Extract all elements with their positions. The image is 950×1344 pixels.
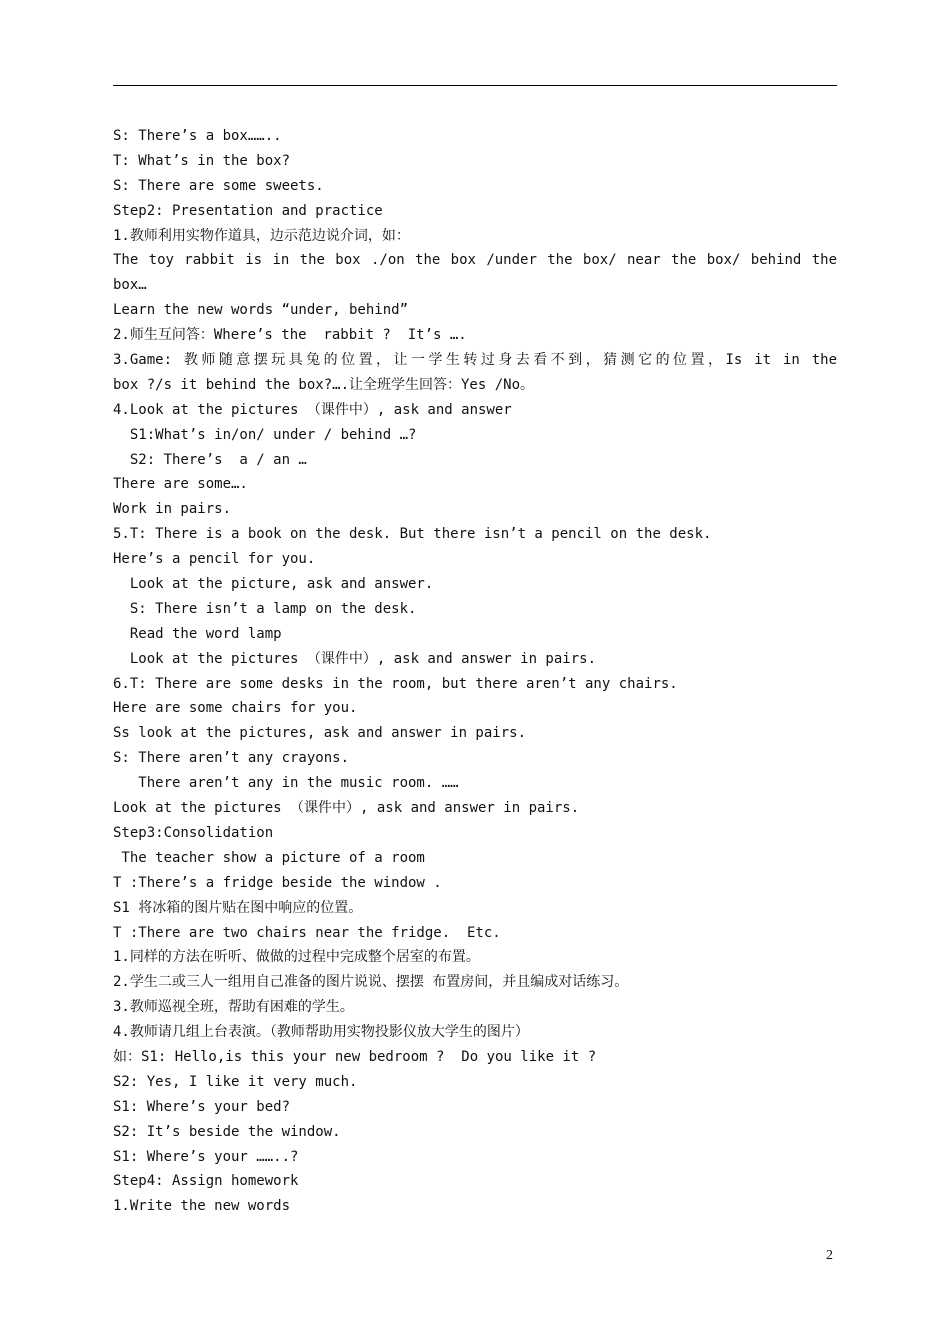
text-line: T :There’s a fridge beside the window . xyxy=(113,874,442,891)
text-line: S: There isn’t a lamp on the desk. xyxy=(113,600,417,617)
text-line: S2: It’s beside the window. xyxy=(113,1123,341,1140)
text-line: Look at the pictures （课件中）, ask and answer in pairs. xyxy=(113,800,580,817)
text-line: The teacher show a picture of a room xyxy=(113,849,425,866)
text-line: Here are some chairs for you. xyxy=(113,700,358,717)
text-line: There aren’t any in the music room. …… xyxy=(113,775,459,792)
text-line: 5.T: There is a book on the desk. But there isn’t a pencil on the desk. xyxy=(113,526,712,543)
page-number: 2 xyxy=(826,1248,833,1263)
step-heading: Step4: Assign homework xyxy=(113,1173,299,1190)
text-line: S2: Yes, I like it very much. xyxy=(113,1073,358,1090)
text-line: Look at the pictures （课件中）, ask and answer in pairs. xyxy=(113,650,597,667)
text-line: box… xyxy=(113,277,147,294)
text-line: box ?/s it behind the box?….让全班学生回答：Yes /No。 xyxy=(113,376,535,393)
text-line: Work in pairs. xyxy=(113,501,232,518)
text-line: T: What’s in the box? xyxy=(113,152,291,169)
text-line: There are some…. xyxy=(113,476,248,493)
text-line: T :There are two chairs near the fridge. Etc. xyxy=(113,924,501,941)
text-line: S1 将冰箱的图片贴在图中响应的位置。 xyxy=(113,899,363,916)
step-heading: Step2: Presentation and practice xyxy=(113,202,383,219)
text-line: Ss look at the pictures, ask and answer in pairs. xyxy=(113,725,527,742)
text-line: S: There’s a box…….. xyxy=(113,128,282,144)
document-body xyxy=(113,124,837,1219)
text-line: S: There aren’t any crayons. xyxy=(113,750,350,767)
text-line: 4.Look at the pictures （课件中）, ask and answer xyxy=(113,401,512,418)
step-heading: Step3:Consolidation xyxy=(113,824,274,841)
text-line: 如：S1: Hello,is this your new bedroom ? Do you like it ? xyxy=(113,1048,597,1065)
text-line: Learn the new words “under, behind” xyxy=(113,302,409,319)
text-line: Read the word lamp xyxy=(113,625,282,642)
text-line: 4.教师请几组上台表演。（教师帮助用实物投影仪放大学生的图片） xyxy=(113,1024,529,1041)
text-line: S1: Where’s your bed? xyxy=(113,1098,291,1115)
text-line: S1:What’s in/on/ under / behind …? xyxy=(113,426,417,443)
text-line: 3.教师巡视全班，帮助有困难的学生。 xyxy=(113,999,354,1016)
text-line: 2.学生二或三人一组用自己准备的图片说说、摆摆 布置房间，并且编成对话练习。 xyxy=(113,974,629,991)
header-rule xyxy=(113,85,837,86)
text-line: Here’s a pencil for you. xyxy=(113,551,316,568)
text-line: 2.师生互问答：Where’s the rabbit ? It’s …. xyxy=(113,327,467,344)
text-line: S: There are some sweets. xyxy=(113,177,324,194)
text-line: 1.Write the new words xyxy=(113,1198,291,1215)
text-line: 1.教师利用实物作道具，边示范边说介词，如： xyxy=(113,227,410,244)
text-line: 3.Game: 教师随意摆玩具兔的位置，让一学生转过身去看不到，猜测它的位置，Is it in the xyxy=(113,352,837,369)
text-line: The toy rabbit is in the box ./on the box /under the box/ near the box/ behind the xyxy=(113,252,837,269)
text-line: Look at the picture, ask and answer. xyxy=(113,576,434,593)
text-line: 6.T: There are some desks in the room, but there aren’t any chairs. xyxy=(113,675,678,692)
text-line: S2: There’s a / an … xyxy=(113,451,307,468)
text-line: 1.同样的方法在听听、做做的过程中完成整个居室的布置。 xyxy=(113,949,480,966)
text-line: S1: Where’s your ……..? xyxy=(113,1148,299,1165)
